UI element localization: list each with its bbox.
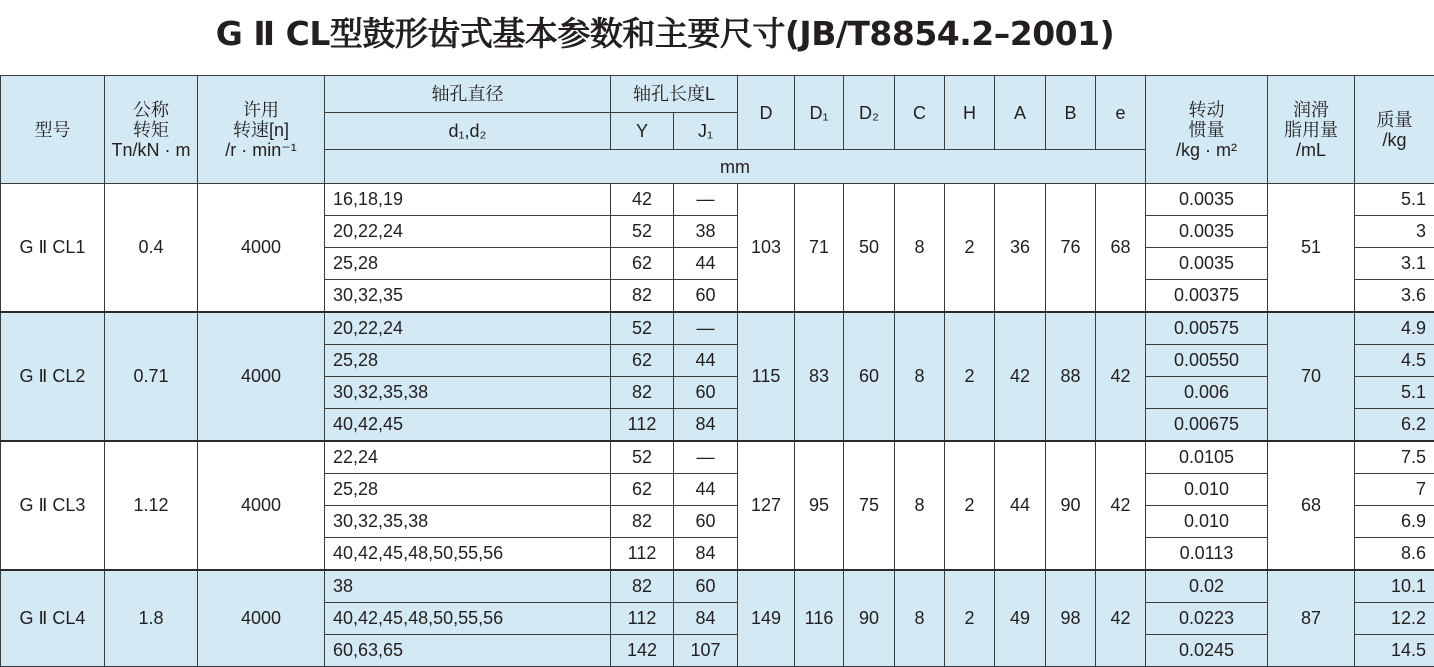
cell-bore-diameter: 22,24 xyxy=(325,441,611,474)
header-e: e xyxy=(1096,76,1146,150)
cell-B: 76 xyxy=(1046,184,1096,313)
cell-inertia: 0.00550 xyxy=(1146,345,1268,377)
header-Y: Y xyxy=(611,113,674,150)
cell-D: 127 xyxy=(738,441,795,570)
cell-length-y: 82 xyxy=(611,506,674,538)
cell-mass: 5.1 xyxy=(1355,184,1434,216)
cell-D2: 90 xyxy=(844,570,895,667)
cell-mass: 7.5 xyxy=(1355,441,1434,474)
cell-bore-diameter: 25,28 xyxy=(325,345,611,377)
header-speed-unit: /r · min⁻¹ xyxy=(198,140,324,160)
cell-torque: 1.12 xyxy=(105,441,198,570)
header-C: C xyxy=(895,76,945,150)
header-grease-unit: /mL xyxy=(1268,140,1354,160)
cell-model: G Ⅱ CL1 xyxy=(1,184,105,313)
cell-length-y: 82 xyxy=(611,570,674,603)
cell-mass: 4.5 xyxy=(1355,345,1434,377)
cell-model: G Ⅱ CL2 xyxy=(1,312,105,441)
cell-length-j1: — xyxy=(674,441,738,474)
cell-mass: 8.6 xyxy=(1355,538,1434,571)
header-bore-diameter-sub: d₁,d₂ xyxy=(325,113,611,150)
cell-length-y: 42 xyxy=(611,184,674,216)
table-row xyxy=(1,441,1434,474)
cell-inertia: 0.0035 xyxy=(1146,248,1268,280)
header-inertia xyxy=(1146,76,1268,184)
header-torque-line2: 转矩 xyxy=(105,120,197,140)
cell-B: 90 xyxy=(1046,441,1096,570)
cell-inertia: 0.02 xyxy=(1146,570,1268,603)
cell-D1: 95 xyxy=(795,441,844,570)
header-unit-mm: mm xyxy=(325,150,1146,184)
header-inertia-line2: 惯量 xyxy=(1146,120,1267,140)
cell-inertia: 0.006 xyxy=(1146,377,1268,409)
cell-mass: 6.9 xyxy=(1355,506,1434,538)
header-torque-unit: Tn/kN · m xyxy=(105,140,197,160)
cell-speed: 4000 xyxy=(198,441,325,570)
cell-mass: 7 xyxy=(1355,474,1434,506)
cell-mass: 3 xyxy=(1355,216,1434,248)
cell-grease: 87 xyxy=(1268,570,1355,667)
cell-e: 42 xyxy=(1096,441,1146,570)
cell-mass: 10.1 xyxy=(1355,570,1434,603)
cell-inertia: 0.0105 xyxy=(1146,441,1268,474)
header-model: 型号 xyxy=(1,76,105,184)
table-row xyxy=(1,570,1434,603)
header-A: A xyxy=(995,76,1046,150)
table-row xyxy=(1,312,1434,345)
cell-bore-diameter: 30,32,35,38 xyxy=(325,506,611,538)
cell-C: 8 xyxy=(895,570,945,667)
table-row xyxy=(1,184,1434,216)
cell-torque: 0.4 xyxy=(105,184,198,313)
cell-inertia: 0.010 xyxy=(1146,506,1268,538)
page-title: G Ⅱ CL型鼓形齿式基本参数和主要尺寸(JB/T8854.2–2001) xyxy=(0,8,1330,55)
cell-length-y: 62 xyxy=(611,248,674,280)
cell-mass: 12.2 xyxy=(1355,603,1434,635)
cell-length-y: 142 xyxy=(611,635,674,667)
cell-inertia: 0.00575 xyxy=(1146,312,1268,345)
cell-D1: 83 xyxy=(795,312,844,441)
cell-bore-diameter: 40,42,45,48,50,55,56 xyxy=(325,603,611,635)
cell-bore-diameter: 25,28 xyxy=(325,248,611,280)
header-bore-length: 轴孔长度L xyxy=(611,76,738,113)
header-inertia-line1: 转动 xyxy=(1146,100,1267,120)
cell-inertia: 0.0223 xyxy=(1146,603,1268,635)
header-grease-line2: 脂用量 xyxy=(1268,120,1354,140)
header-mass-line1: 质量 xyxy=(1355,110,1434,130)
cell-length-y: 82 xyxy=(611,377,674,409)
cell-bore-diameter: 16,18,19 xyxy=(325,184,611,216)
cell-D: 103 xyxy=(738,184,795,313)
cell-length-j1: 44 xyxy=(674,345,738,377)
header-torque-line1: 公称 xyxy=(105,100,197,120)
cell-e: 42 xyxy=(1096,570,1146,667)
table-body xyxy=(1,184,1434,667)
cell-length-y: 112 xyxy=(611,603,674,635)
cell-bore-diameter: 60,63,65 xyxy=(325,635,611,667)
cell-C: 8 xyxy=(895,441,945,570)
cell-length-y: 62 xyxy=(611,474,674,506)
cell-length-y: 112 xyxy=(611,409,674,442)
header-J1: J₁ xyxy=(674,113,738,150)
cell-model: G Ⅱ CL4 xyxy=(1,570,105,667)
header-grease xyxy=(1268,76,1355,184)
cell-mass: 3.1 xyxy=(1355,248,1434,280)
cell-D1: 116 xyxy=(795,570,844,667)
cell-length-j1: 38 xyxy=(674,216,738,248)
cell-bore-diameter: 25,28 xyxy=(325,474,611,506)
header-B: B xyxy=(1046,76,1096,150)
cell-bore-diameter: 20,22,24 xyxy=(325,312,611,345)
header-D: D xyxy=(738,76,795,150)
cell-D2: 50 xyxy=(844,184,895,313)
cell-length-j1: 60 xyxy=(674,280,738,313)
cell-length-j1: 84 xyxy=(674,409,738,442)
cell-mass: 14.5 xyxy=(1355,635,1434,667)
header-inertia-unit: /kg · m² xyxy=(1146,140,1267,160)
cell-length-y: 62 xyxy=(611,345,674,377)
cell-A: 44 xyxy=(995,441,1046,570)
cell-length-y: 52 xyxy=(611,216,674,248)
cell-grease: 51 xyxy=(1268,184,1355,313)
cell-bore-diameter: 30,32,35,38 xyxy=(325,377,611,409)
cell-torque: 1.8 xyxy=(105,570,198,667)
cell-bore-diameter: 38 xyxy=(325,570,611,603)
header-H: H xyxy=(945,76,995,150)
cell-torque: 0.71 xyxy=(105,312,198,441)
cell-A: 49 xyxy=(995,570,1046,667)
header-mass xyxy=(1355,76,1434,184)
cell-D2: 60 xyxy=(844,312,895,441)
header-mass-unit: /kg xyxy=(1355,130,1434,150)
spec-table xyxy=(0,75,1434,667)
cell-length-j1: — xyxy=(674,312,738,345)
cell-length-y: 52 xyxy=(611,441,674,474)
cell-A: 42 xyxy=(995,312,1046,441)
cell-H: 2 xyxy=(945,441,995,570)
header-speed-line2: 转速[n] xyxy=(198,120,324,140)
cell-length-y: 112 xyxy=(611,538,674,571)
cell-length-j1: 84 xyxy=(674,538,738,571)
cell-C: 8 xyxy=(895,184,945,313)
cell-bore-diameter: 40,42,45,48,50,55,56 xyxy=(325,538,611,571)
cell-D: 115 xyxy=(738,312,795,441)
cell-grease: 70 xyxy=(1268,312,1355,441)
cell-D1: 71 xyxy=(795,184,844,313)
cell-mass: 6.2 xyxy=(1355,409,1434,442)
header-D1: D₁ xyxy=(795,76,844,150)
cell-B: 88 xyxy=(1046,312,1096,441)
cell-mass: 5.1 xyxy=(1355,377,1434,409)
header-speed xyxy=(198,76,325,184)
cell-D2: 75 xyxy=(844,441,895,570)
cell-grease: 68 xyxy=(1268,441,1355,570)
cell-model: G Ⅱ CL3 xyxy=(1,441,105,570)
cell-speed: 4000 xyxy=(198,312,325,441)
cell-length-j1: 84 xyxy=(674,603,738,635)
header-bore-diameter: 轴孔直径 xyxy=(325,76,611,113)
cell-bore-diameter: 40,42,45 xyxy=(325,409,611,442)
cell-length-j1: 60 xyxy=(674,570,738,603)
cell-length-j1: 60 xyxy=(674,506,738,538)
cell-length-j1: 107 xyxy=(674,635,738,667)
cell-A: 36 xyxy=(995,184,1046,313)
cell-mass: 3.6 xyxy=(1355,280,1434,313)
header-D2: D₂ xyxy=(844,76,895,150)
cell-e: 68 xyxy=(1096,184,1146,313)
cell-length-j1: — xyxy=(674,184,738,216)
cell-D: 149 xyxy=(738,570,795,667)
cell-H: 2 xyxy=(945,184,995,313)
cell-inertia: 0.00375 xyxy=(1146,280,1268,313)
cell-bore-diameter: 30,32,35 xyxy=(325,280,611,313)
cell-length-j1: 44 xyxy=(674,474,738,506)
cell-inertia: 0.0035 xyxy=(1146,216,1268,248)
cell-length-y: 82 xyxy=(611,280,674,313)
cell-bore-diameter: 20,22,24 xyxy=(325,216,611,248)
cell-speed: 4000 xyxy=(198,184,325,313)
cell-inertia: 0.010 xyxy=(1146,474,1268,506)
cell-inertia: 0.0035 xyxy=(1146,184,1268,216)
cell-inertia: 0.00675 xyxy=(1146,409,1268,442)
cell-length-y: 52 xyxy=(611,312,674,345)
cell-C: 8 xyxy=(895,312,945,441)
cell-e: 42 xyxy=(1096,312,1146,441)
cell-H: 2 xyxy=(945,312,995,441)
cell-B: 98 xyxy=(1046,570,1096,667)
cell-length-j1: 60 xyxy=(674,377,738,409)
cell-speed: 4000 xyxy=(198,570,325,667)
cell-length-j1: 44 xyxy=(674,248,738,280)
cell-mass: 4.9 xyxy=(1355,312,1434,345)
header-speed-line1: 许用 xyxy=(198,100,324,120)
cell-inertia: 0.0245 xyxy=(1146,635,1268,667)
cell-H: 2 xyxy=(945,570,995,667)
header-torque xyxy=(105,76,198,184)
header-grease-line1: 润滑 xyxy=(1268,100,1354,120)
cell-inertia: 0.0113 xyxy=(1146,538,1268,571)
